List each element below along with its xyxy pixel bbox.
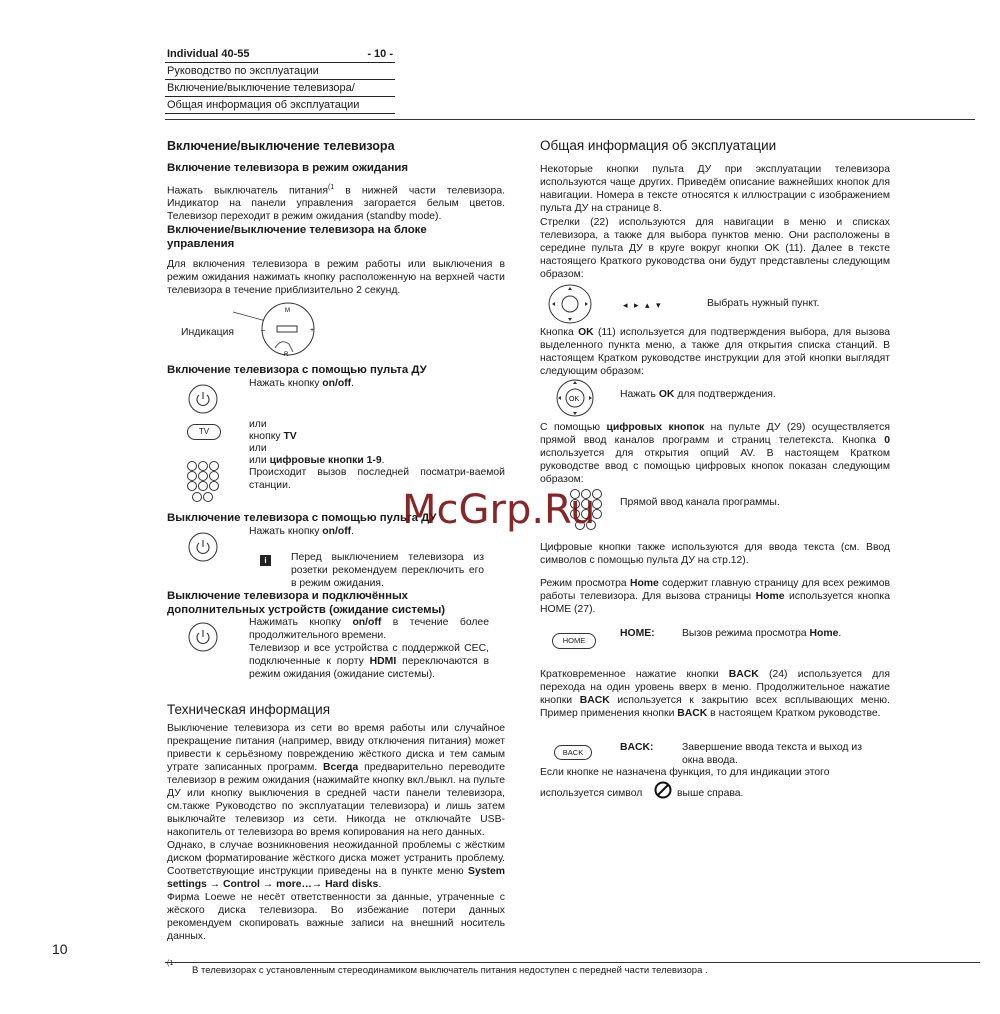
- s3-tv-line: кнопку TV: [249, 431, 297, 442]
- home-desc: Вызов режима просмотра Home.: [682, 628, 842, 639]
- header-model-row: [165, 47, 395, 63]
- number-keypad-icon: [184, 460, 224, 506]
- right-p8: Если кнопке не назначена функция, то для индикации этого: [540, 767, 830, 778]
- header-row-1: Руководство по эксплуатации: [165, 63, 395, 80]
- back-desc: Завершение ввода текста и выход из окна ввода.: [682, 742, 862, 766]
- footnote-mark: (1: [167, 960, 174, 967]
- s3-recall: Происходит вызов последней посматри-ваемой станции.: [249, 467, 505, 491]
- left-title: Включение/выключение телевизора: [167, 139, 395, 153]
- navigation-ring-icon: [547, 282, 593, 326]
- top-rule: [165, 119, 975, 120]
- arrows-text: Выбрать нужный пункт.: [707, 298, 820, 309]
- back-button-icon: BACK: [554, 745, 592, 760]
- s2-text: Для включения телевизора в режим работы или выключения в режим ожидания нажимать кнопку расположенную на верхней части телевизора в течение приблизительно 2 секунд.: [167, 259, 505, 296]
- no-function-icon: [653, 780, 673, 800]
- watermark: McGrp.Ru: [402, 487, 596, 533]
- s1-text: Нажать выключатель питания$^{(1}$ в нижней части телевизора. Индикатор на панели управления загорается белым цветов. Телевизор переходит в режим ожидания (standby mode).: [167, 184, 505, 223]
- right-title: Общая информация об эксплуатации: [540, 138, 777, 153]
- back-key: BACK:: [620, 742, 654, 753]
- s4-note: Перед выключением телевизора из розетки рекомендуем переключить его в режим ожидания.: [291, 552, 484, 589]
- tech-title: Техническая информация: [167, 702, 331, 717]
- s2-title: Включение/выключение телевизора на блоке управления: [167, 224, 427, 250]
- footnote-rule: [165, 962, 980, 963]
- page-number: 10: [52, 941, 68, 957]
- s3-digits-line: или цифровые кнопки 1-9.: [249, 455, 385, 466]
- footnote: В телевизорах с установленным стереодинамиком выключатель питания недоступен с передней части телевизора .: [192, 965, 708, 976]
- right-p8c: выше справа.: [677, 788, 744, 799]
- panel-letter-plus: +: [310, 327, 315, 334]
- right-p6: Режим просмотра Home содержит главную страницу для всех режимов работы телевизора. Для вызова страницы Home используется кнопка HOME (27).: [540, 578, 890, 615]
- s5-title: Выключение телевизора и подключённых дополнительных устройств (ожидание системы): [167, 590, 446, 616]
- control-panel-illustration: [225, 300, 335, 362]
- info-icon: i: [260, 555, 271, 566]
- right-p3: Кнопка OK (11) используется для подтверждения выбора, для вызова выделенного пункта меню, а также для открытия списка станций. В настоящем Кратком руководстве инструкции для этой кнопки выглядят следующим образом:: [540, 327, 890, 377]
- right-p5: Цифровые кнопки также используются для ввода текста (см. Ввод символов с помощью пульта ДУ на стр.12).: [540, 542, 890, 566]
- ok-icon-label: OK: [569, 396, 580, 403]
- panel-letter-minus: –: [261, 327, 265, 334]
- power-icon: [187, 531, 219, 563]
- header-row-3: Общая информация об эксплуатации: [165, 97, 395, 114]
- right-p4: С помощью цифровых кнопок на пульте ДУ (29) осуществляется прямой ввод каналов программ и страниц телетекста. Кнопка 0 используется для открытия опций AV. В настоящем Кратком руководстве ввод с помощью цифровых кнопок показан следующим образом:: [540, 422, 890, 485]
- s4-title: Выключение телевизора с помощью пульта ДУ: [167, 512, 437, 524]
- s3-title: Включение телевизора с помощью пульта ДУ: [167, 364, 427, 376]
- header-box: [165, 47, 395, 114]
- s3-line1: Нажать кнопку on/off.: [249, 378, 355, 389]
- panel-letter-m: M: [285, 308, 290, 314]
- right-p1: Некоторые кнопки пульта ДУ при эксплуатации телевизора используются чаще других. Приведём описание важнейших кнопок для навигации. Номера в тексте относятся к иллюстрации с изображением пульта ДУ на странице 8.: [540, 164, 890, 214]
- s3-or1: или: [249, 419, 267, 430]
- s1-title: Включение телевизора в режим ожидания: [167, 162, 409, 174]
- right-p8b: используется символ: [540, 788, 643, 799]
- tech-text: Выключение телевизора из сети во время работы или случайное прекращение питания (например, ввиду отключения питания) может привести к серьёзному повреждению жёсткого диска и тем самым утрате записанных программ. Всегда предварительно переводите телевизор в режим ожидания (нажимайте кнопку вкл./выкл. на пульте ДУ или кнопку выключения в средней части панели телевизора, см.также Руководство по эксплуатации телевизора) и лишь затем выключайте телевизор из сети. Никогда не отключайте USB-накопитель от телевизора во время копирования на него данных. Однако, в случае возникновения неожиданной проблемы с жёстким диском форматирование жёсткого диска может устранить проблему. Соответствующие инструкции приведены на в пункте меню System settings → Control → more…→ Hard disks. Фирма Loewe не несёт ответственности за данные, утраченные с жёского диска телевизора. Во избежание потери данных рекомендуем скопировать важные записи на внешний носитель данных.: [167, 723, 505, 942]
- s4-line1: Нажать кнопку on/off.: [249, 526, 355, 537]
- home-key: HOME:: [620, 628, 655, 639]
- home-button-icon: HOME: [552, 633, 596, 649]
- digits-text: Прямой ввод канала программы.: [620, 497, 780, 508]
- tv-button-icon: TV: [187, 424, 221, 440]
- ok-text: Нажать OK для подтверждения.: [620, 389, 776, 400]
- power-icon: [187, 383, 219, 415]
- right-p2: Стрелки (22) используются для навигации в меню и списках телевизора, а также для выбора пунктов меню. Они расположены в середине пульта ДУ в круге вокруг кнопки OK (11). Далее в тексте настоящего Краткого руководства они будут представлены следующим образом:: [540, 217, 890, 280]
- ok-button-icon: [555, 378, 595, 418]
- arrow-keys-icon: ◂ ▸ ▴ ▾: [623, 300, 663, 310]
- right-p7: Кратковременное нажатие кнопки BACK (24) используется для перехода на один уровень вверх в меню. Продолжительное нажатие кнопки BACK используется к закрытию всех всплывающих меню. Пример применения кнопки BACK в настоящем Кратком руководстве.: [540, 669, 890, 719]
- panel-letter-r: R: [284, 352, 289, 358]
- header-model: Individual 40-55: [167, 48, 250, 60]
- header-page-marker: - 10 -: [367, 48, 393, 60]
- s3-or2: или: [249, 443, 267, 454]
- header-row-2: Включение/выключение телевизора/: [165, 80, 395, 97]
- s5-text: Нажимать кнопку on/off в течение более продолжительного времени. Телевизор и все устройства с поддержкой CEC, подключенные к порту HDMI переключаются в режим ожидания (ожидание системы).: [249, 617, 489, 680]
- indicator-label: Индикация: [181, 327, 235, 338]
- power-icon: [187, 621, 219, 653]
